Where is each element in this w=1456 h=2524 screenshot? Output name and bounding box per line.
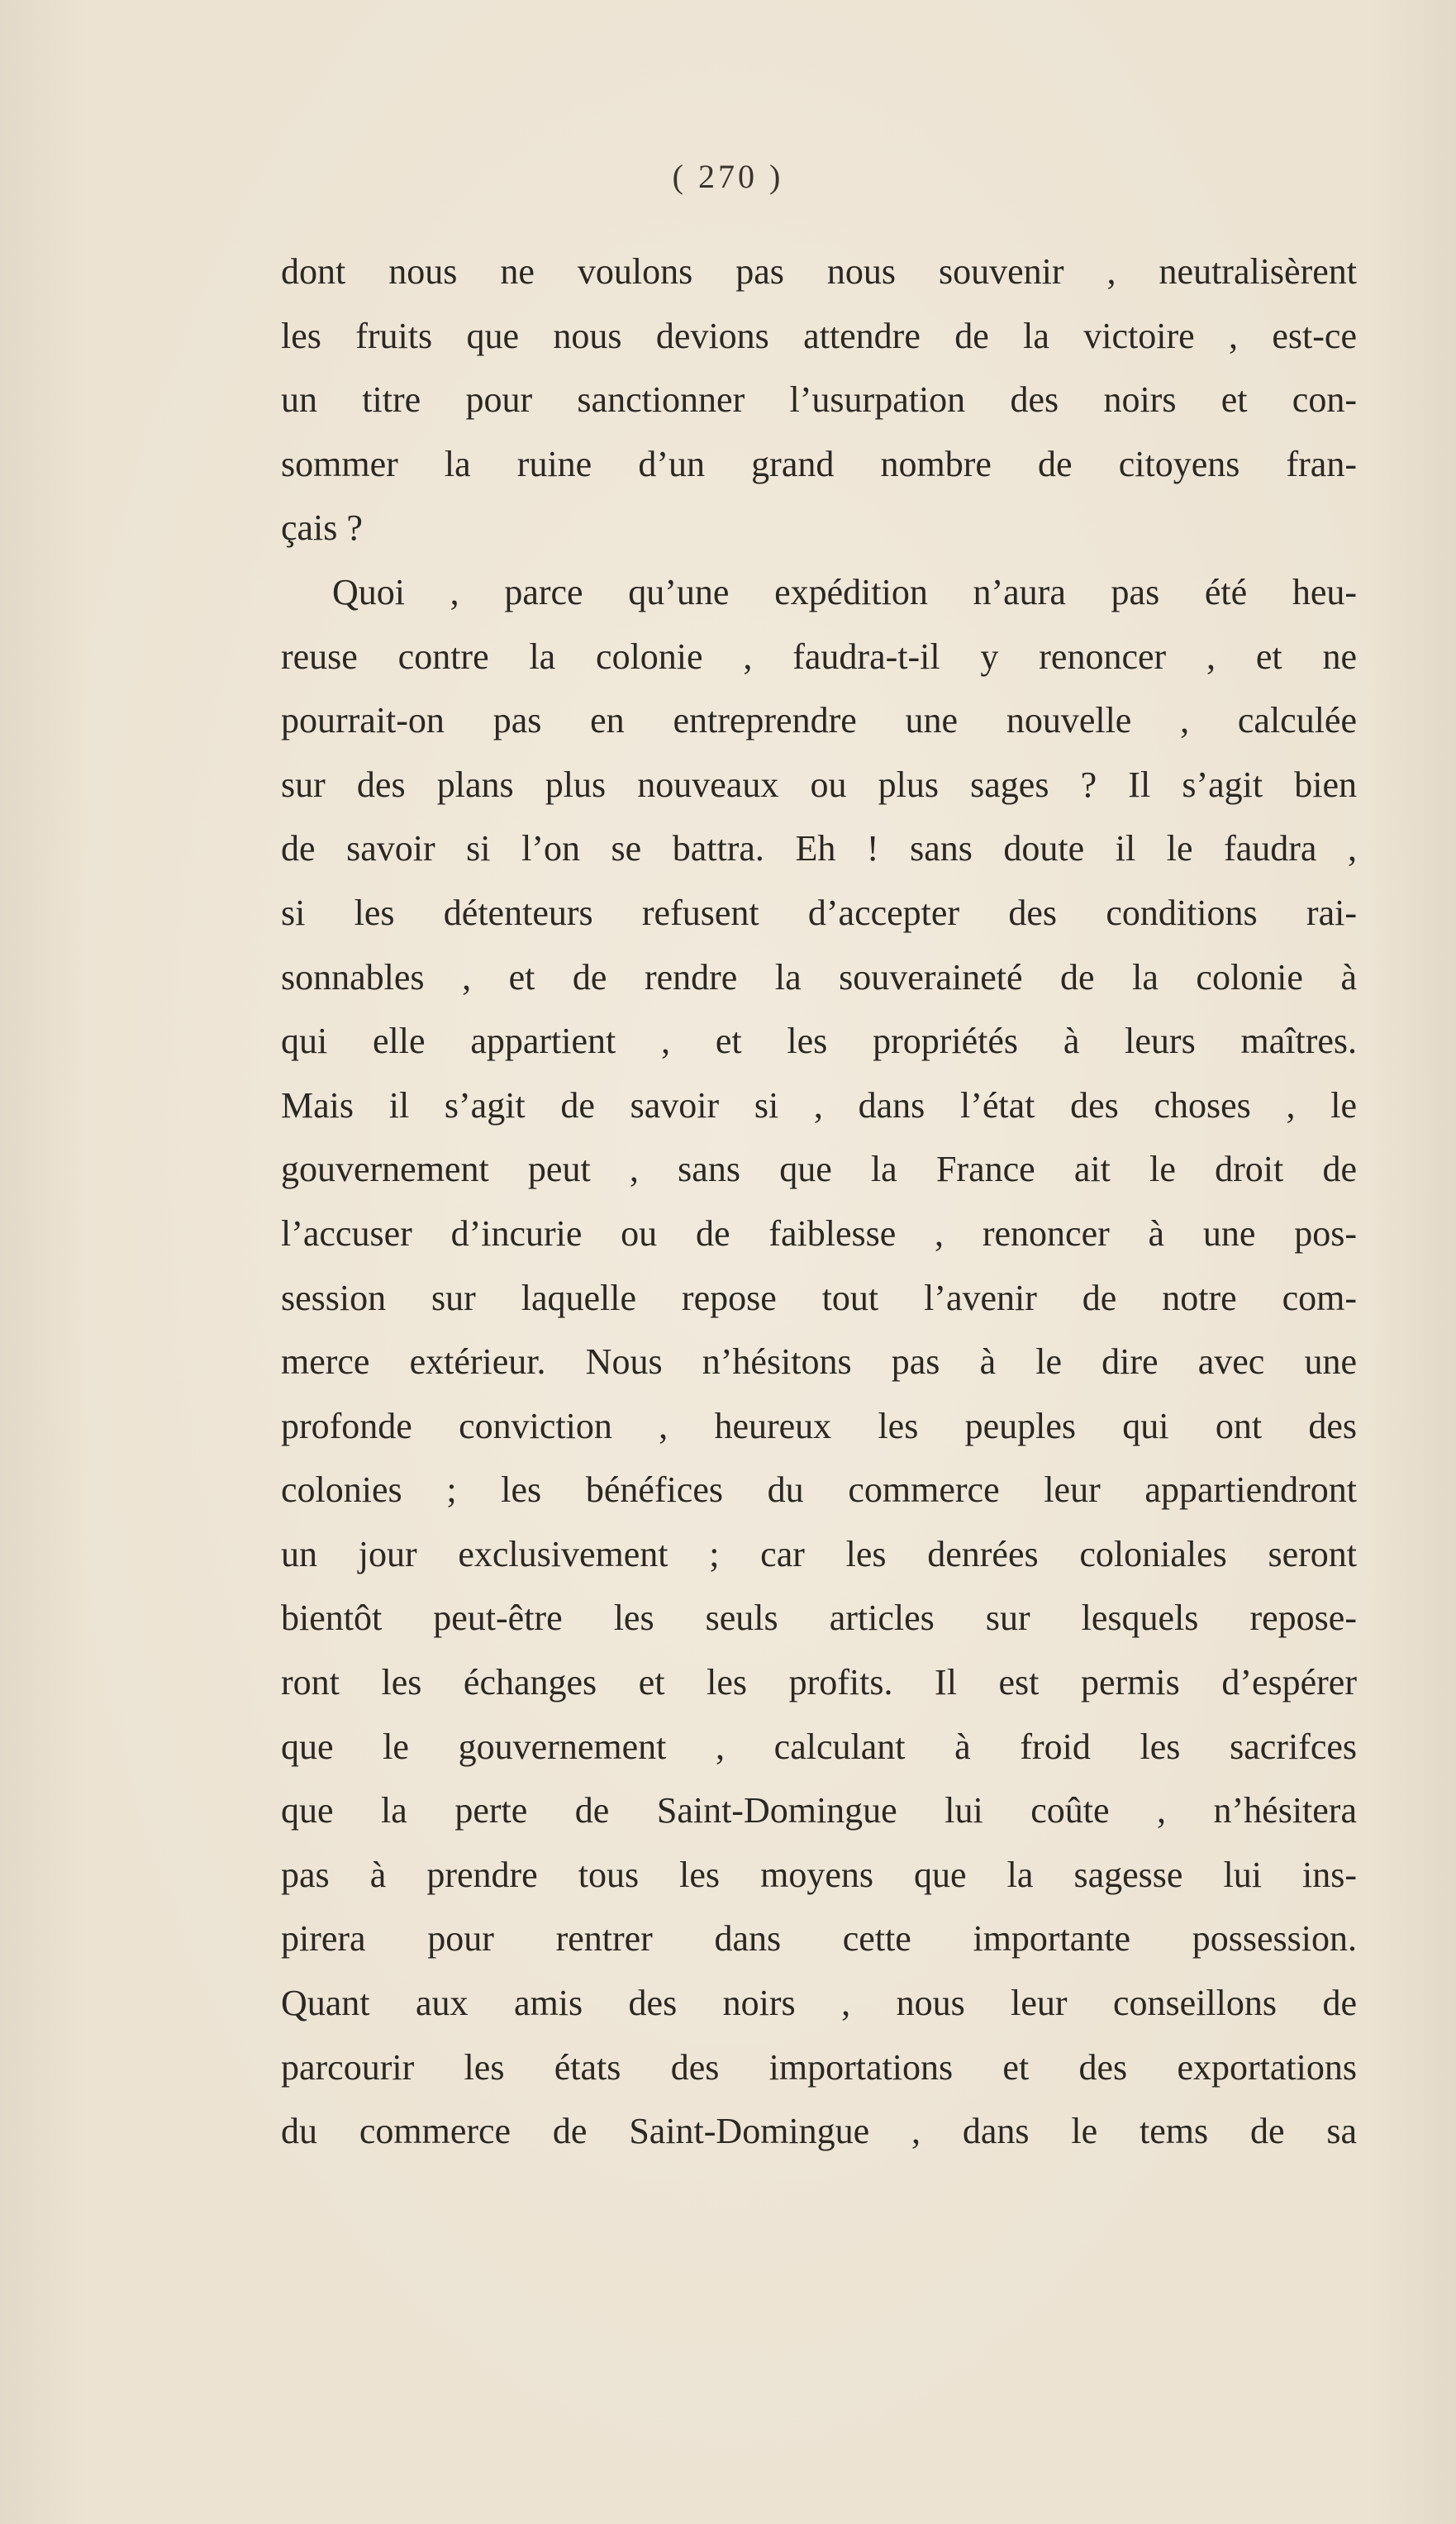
text-line: pas à prendre tous les moyens que la sagesse lui ins- [281,1854,1357,1895]
text-line: session sur laquelle repose tout l’avenir de notre com- [281,1277,1357,1318]
text-line: bientôt peut-être les seuls articles sur lesquels repose- [281,1598,1357,1639]
text-line: parcourir les états des importations et des exportations [281,2046,1357,2088]
text-line: un jour exclusivement ; car les denrées coloniales seront [281,1533,1357,1574]
text-line: si les détenteurs refusent d’accepter des conditions rai- [281,892,1357,933]
text-line: reuse contre la colonie , faudra-t-il y renoncer , et ne [281,636,1357,677]
text-line: gouvernement peut , sans que la France ait le droit de [281,1149,1357,1190]
text-line: colonies ; les bénéfices du commerce leur appartiendront [281,1469,1357,1511]
text-line-paragraph-start: Quoi , parce qu’une expédition n’aura pas été heu- [332,571,1357,612]
text-line: de savoir si l’on se battra. Eh ! sans doute il le faudra , [281,828,1357,869]
body-text [281,240,1357,2164]
text-line: un titre pour sanctionner l’usurpation des noirs et con- [281,379,1357,421]
text-line-paragraph-end: çais ? [281,507,363,549]
text-line: pourrait-on pas en entreprendre une nouvelle , calculée [281,700,1357,741]
text-line: sommer la ruine d’un grand nombre de citoyens fran- [281,443,1357,484]
text-line: profonde conviction , heureux les peuples qui ont des [281,1405,1357,1446]
text-line: que la perte de Saint-Domingue lui coûte , n’hésitera [281,1790,1357,1831]
text-line: pirera pour rentrer dans cette importante possession. [281,1918,1357,1960]
text-line: Quant aux amis des noirs , nous leur conseillons de [281,1983,1357,2024]
text-line: ront les échanges et les profits. Il est permis d’espérer [281,1662,1357,1703]
text-line: les fruits que nous devions attendre de la victoire , est-ce [281,315,1357,356]
page-number-header: ( 270 ) [672,158,784,195]
text-line: Mais il s’agit de savoir si , dans l’état des choses , le [281,1084,1357,1126]
text-line: merce extérieur. Nous n’hésitons pas à le dire avec une [281,1341,1357,1383]
text-line: que le gouvernement , calculant à froid les sacrifces [281,1726,1357,1767]
text-line: dont nous ne voulons pas nous souvenir , neutralisèrent [281,251,1357,292]
text-line: sonnables , et de rendre la souveraineté de la colonie à [281,956,1357,998]
text-line: qui elle appartient , et les propriétés à leurs maîtres. [281,1021,1357,1062]
text-line: l’accuser d’incurie ou de faiblesse , renoncer à une pos- [281,1212,1357,1254]
text-line: du commerce de Saint-Domingue , dans le tems de sa [281,2111,1357,2152]
text-line: sur des plans plus nouveaux ou plus sages ? Il s’agit bien [281,764,1357,805]
